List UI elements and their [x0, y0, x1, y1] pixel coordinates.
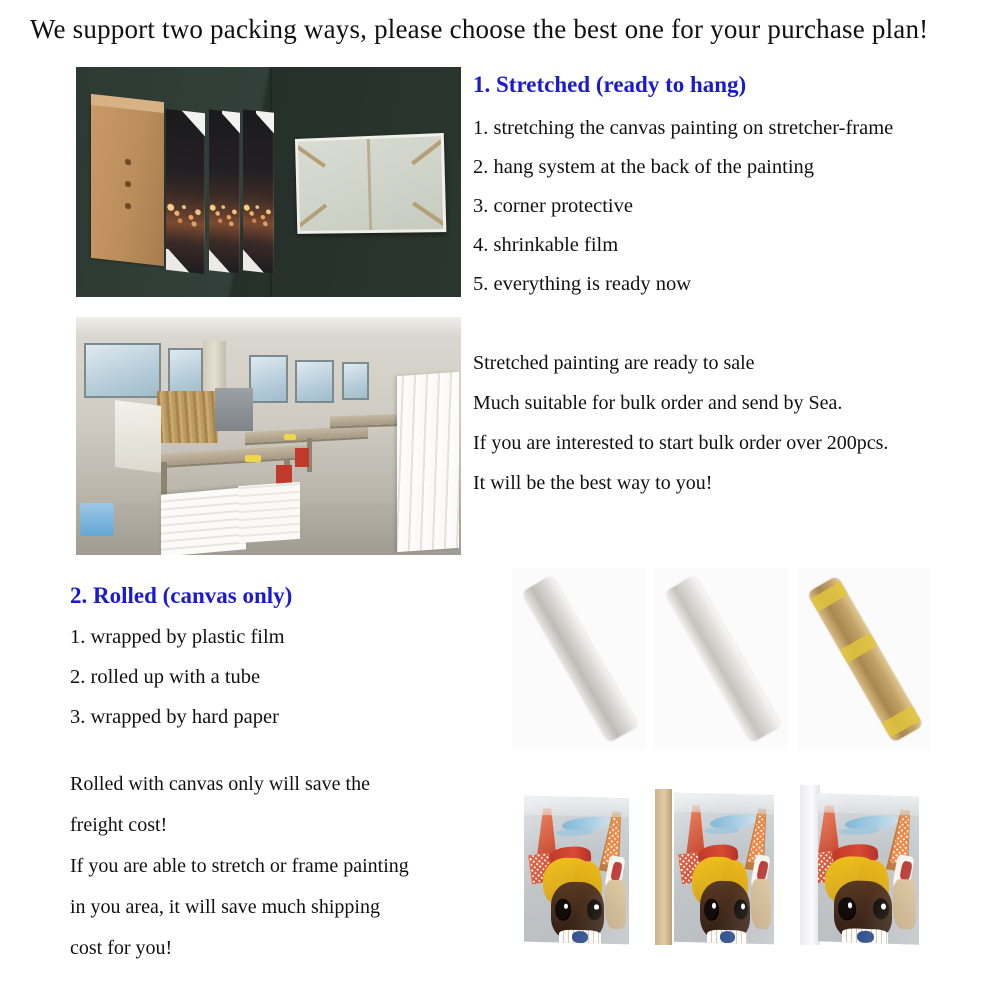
- plastic-film-top: [524, 796, 629, 818]
- stacked-canvases-front: [238, 481, 300, 542]
- dog-painting: [524, 796, 629, 945]
- photo-packed-carton: [76, 67, 461, 297]
- yellow-tape: [810, 581, 848, 612]
- photo-dog-painting-kraft-edge: [652, 782, 787, 948]
- window: [168, 348, 203, 396]
- window: [295, 360, 334, 403]
- window: [84, 343, 161, 398]
- wrapped-canvas: [209, 109, 240, 274]
- dog-artwork: [674, 792, 774, 944]
- paper-tube: [666, 579, 780, 739]
- workshop-ceiling: [76, 317, 461, 338]
- cityscape-lights: [166, 192, 205, 232]
- photo-white-tube-film-wrapped: [655, 568, 788, 750]
- rolled-notes: [70, 773, 409, 960]
- dog-painting: [818, 793, 919, 944]
- dog-eye-left: [704, 898, 719, 921]
- dog-eye-glint: [594, 904, 598, 910]
- tube-body: [807, 575, 924, 742]
- plastic-film-top: [674, 792, 774, 814]
- corner-protector: [209, 249, 231, 272]
- dog-eye-left: [555, 899, 571, 921]
- dog-eye-glint: [563, 903, 567, 909]
- window: [249, 355, 288, 403]
- stool: [295, 448, 308, 467]
- tape-roll: [245, 455, 260, 462]
- dog-tan-marking: [893, 879, 916, 930]
- dog-eye-left: [839, 898, 856, 921]
- dog-eye-glint: [712, 902, 716, 908]
- yellow-tape: [840, 632, 878, 663]
- rolled-step-3: 3. wrapped by hard paper: [70, 706, 279, 728]
- wrapped-canvas: [166, 108, 205, 273]
- dog-eye-glint: [741, 903, 745, 909]
- tube-body: [664, 575, 781, 743]
- corner-protector: [222, 110, 240, 135]
- stretched-note-4: It will be the best way to you!: [473, 472, 713, 494]
- stretcher-bar-corner: [412, 202, 443, 227]
- dog-eye-glint: [881, 904, 886, 910]
- stretched-step-1: 1. stretching the canvas painting on stretcher-frame: [473, 117, 894, 139]
- cityscape-lights: [209, 193, 240, 232]
- dog-painting-photo-row: [512, 782, 930, 948]
- rolled-note-1: Rolled with canvas only will save the: [70, 773, 370, 795]
- photo-dog-painting-rolled-wrap: [800, 782, 930, 948]
- stretched-step-2: 2. hang system at the back of the painting: [473, 156, 815, 178]
- plastic-film-edge: [800, 785, 820, 944]
- tube-body: [521, 575, 638, 743]
- stretcher-bar-corner: [297, 204, 327, 229]
- dog-artwork: [818, 793, 919, 944]
- cabinet: [215, 388, 254, 431]
- rolled-note-2: freight cost!: [70, 814, 168, 836]
- dog-painting: [674, 792, 774, 944]
- dog-eye-right: [586, 899, 601, 920]
- wrapped-canvas: [243, 109, 274, 274]
- stretcher-bar-corner: [411, 138, 443, 164]
- tube-photo-row: [512, 568, 930, 750]
- rolled-step-2: 2. rolled up with a tube: [70, 666, 261, 688]
- rolled-note-4: in you area, it will save much shipping: [70, 896, 380, 918]
- page-title: We support two packing ways, please choose the best one for your purchase plan!: [30, 14, 929, 44]
- stretched-notes: [473, 352, 888, 495]
- dog-tan-marking: [604, 879, 625, 929]
- stretched-section: [473, 72, 893, 296]
- blue-bin: [80, 503, 115, 536]
- paper-tube: [809, 579, 923, 739]
- window: [342, 362, 369, 400]
- rolled-heading: 2. Rolled (canvas only): [70, 583, 293, 608]
- stretched-note-1: Stretched painting are ready to sale: [473, 352, 755, 374]
- stacked-canvases: [397, 372, 459, 552]
- stretcher-bar-center: [366, 139, 372, 230]
- carton-vent-hole: [125, 159, 132, 166]
- dog-artwork: [524, 796, 629, 945]
- stretched-step-5: 5. everything is ready now: [473, 273, 692, 295]
- corner-protector: [166, 249, 193, 273]
- stretcher-bar-corner: [297, 144, 326, 168]
- stretched-heading: 1. Stretched (ready to hang): [473, 72, 747, 97]
- corner-protector: [243, 249, 265, 272]
- canvas-panel: [115, 400, 161, 472]
- stretched-step-3: 3. corner protective: [473, 195, 633, 217]
- dog-nose: [857, 931, 874, 943]
- dog-eye-right: [734, 898, 748, 919]
- cityscape-lights: [243, 193, 274, 232]
- stacked-canvases-front: [161, 487, 246, 555]
- cardboard-carton: [91, 102, 164, 267]
- kraft-paper-edge: [655, 789, 673, 945]
- carton-vent-hole: [125, 181, 132, 188]
- photo-kraft-paper-wrapped-tube: [798, 568, 930, 750]
- rolled-step-1: 1. wrapped by plastic film: [70, 626, 285, 648]
- canvas-back-inner: [297, 136, 442, 230]
- yellow-tape: [882, 705, 921, 738]
- stretched-note-3: If you are interested to start bulk order over 200pcs.: [473, 432, 889, 454]
- canvas-back-panel: [294, 133, 446, 234]
- photo-dog-painting-plastic-film: [512, 782, 640, 948]
- stretched-step-4: 4. shrinkable film: [473, 234, 619, 256]
- stretcher-wood-stack: [157, 391, 219, 443]
- stretched-note-2: Much suitable for bulk order and send by Sea.: [473, 392, 843, 414]
- dog-nose: [720, 931, 735, 943]
- dog-tan-marking: [751, 878, 771, 929]
- rolled-note-5: cost for you!: [70, 937, 173, 959]
- dog-nose: [572, 931, 588, 943]
- carton-vent-hole: [125, 203, 132, 210]
- photo-white-tube-plain: [512, 568, 645, 750]
- rolled-section: [70, 583, 292, 729]
- paper-tube: [523, 579, 637, 739]
- corner-protector: [256, 110, 274, 135]
- photo-factory-workshop: [76, 317, 461, 555]
- corner-protector: [183, 110, 205, 135]
- plastic-film-top: [818, 793, 919, 816]
- tape-roll: [284, 434, 296, 440]
- rolled-note-3: If you are able to stretch or frame painting: [70, 855, 409, 877]
